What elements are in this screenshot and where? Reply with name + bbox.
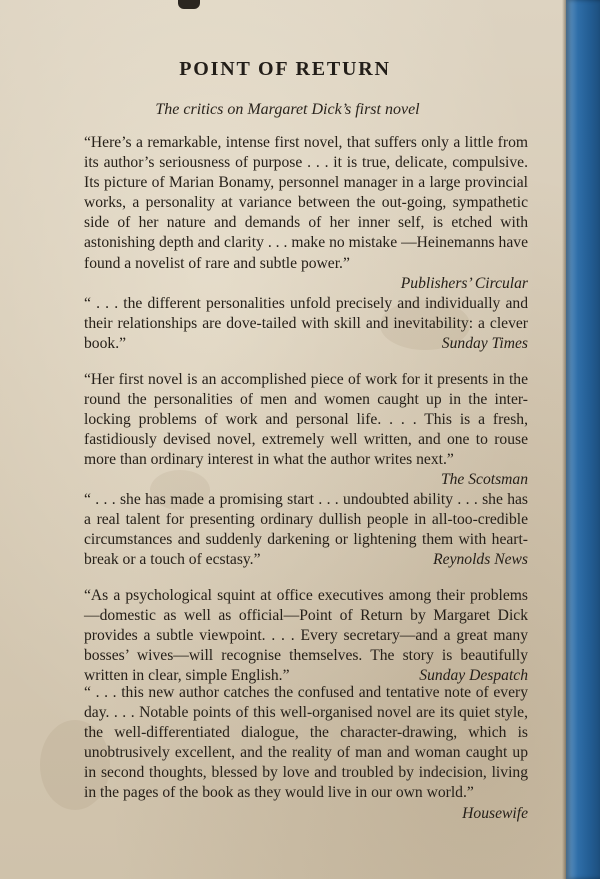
review-reynolds-news	[84, 490, 528, 570]
book-title: POINT OF RETURN	[179, 58, 391, 80]
review-quote: “ . . . she has made a promising start . . . undoubted ability . . . she has a real talent for presenting ordinary dullish people in all-too-credible circumstances and suddenly darkening or lightening them with heart-break or a touch of ecstasy.”	[84, 491, 528, 569]
book-spine	[566, 0, 600, 879]
review-source: Sunday Times	[441, 335, 528, 353]
review-quote: “Here’s a remarkable, intense first novel, that suffers only a little from its author’s seriousness of purpose . . . it is true, delicate, compulsive. Its picture of Marian Bonamy, personnel manager in a large provincial works, a personality at variance between the out-going, sympathetic side of her nature and demands of her inner self, is etched with astonishing depth and clarity . . . make no mistake —Heinemanns have found a novelist of rare and subtle power.”	[84, 134, 528, 272]
cover-subtitle: The critics on Margaret Dick’s first novel	[155, 101, 420, 118]
review-publishers-circular	[84, 133, 528, 294]
cover-tear	[178, 0, 200, 9]
review-source: The Scotsman	[440, 471, 528, 489]
review-sunday-times	[84, 294, 528, 354]
review-source: Publishers’ Circular	[400, 274, 528, 292]
review-source: Housewife	[462, 804, 528, 822]
review-quote: “Her first novel is an accomplished piece of work for it presents in the round the personalities of men and women caught up in the inter-locking problems of work and personal life. . . . This is a fresh, fastidiously devised novel, extremely well written, and one to rouse more than ordinary interest in what the author writes next.”	[84, 371, 528, 469]
review-housewife	[84, 683, 528, 824]
review-quote: “ . . . the different personalities unfold precisely and individually and their relationships are dove-tailed with skill and inevitability: a clever book.”	[84, 295, 528, 353]
review-sunday-despatch	[84, 586, 528, 687]
review-the-scotsman	[84, 370, 528, 491]
review-quote: “ . . . this new author catches the confused and tentative note of every day. . . . Notable points of this well-organised novel are its quiet style, the well-differentiated dialogue, the character-drawing, which is unobtrusively excellent, and the reality of man and woman caught up in second thoughts, blessed by love and troubled by indecision, living in the pages of the book as they would live in our own world.”	[84, 684, 528, 802]
review-source: Sunday Despatch	[419, 667, 528, 685]
review-quote: “As a psychological squint at office executives among their problems —domestic as well as official—Point of Return by Margaret Dick provides a subtle viewpoint. . . . Every secretary—and a great many bosses’ wives—will recognise themselves. The story is beautifully written in clear, simple English.”	[84, 587, 528, 685]
review-source: Reynolds News	[433, 551, 528, 569]
